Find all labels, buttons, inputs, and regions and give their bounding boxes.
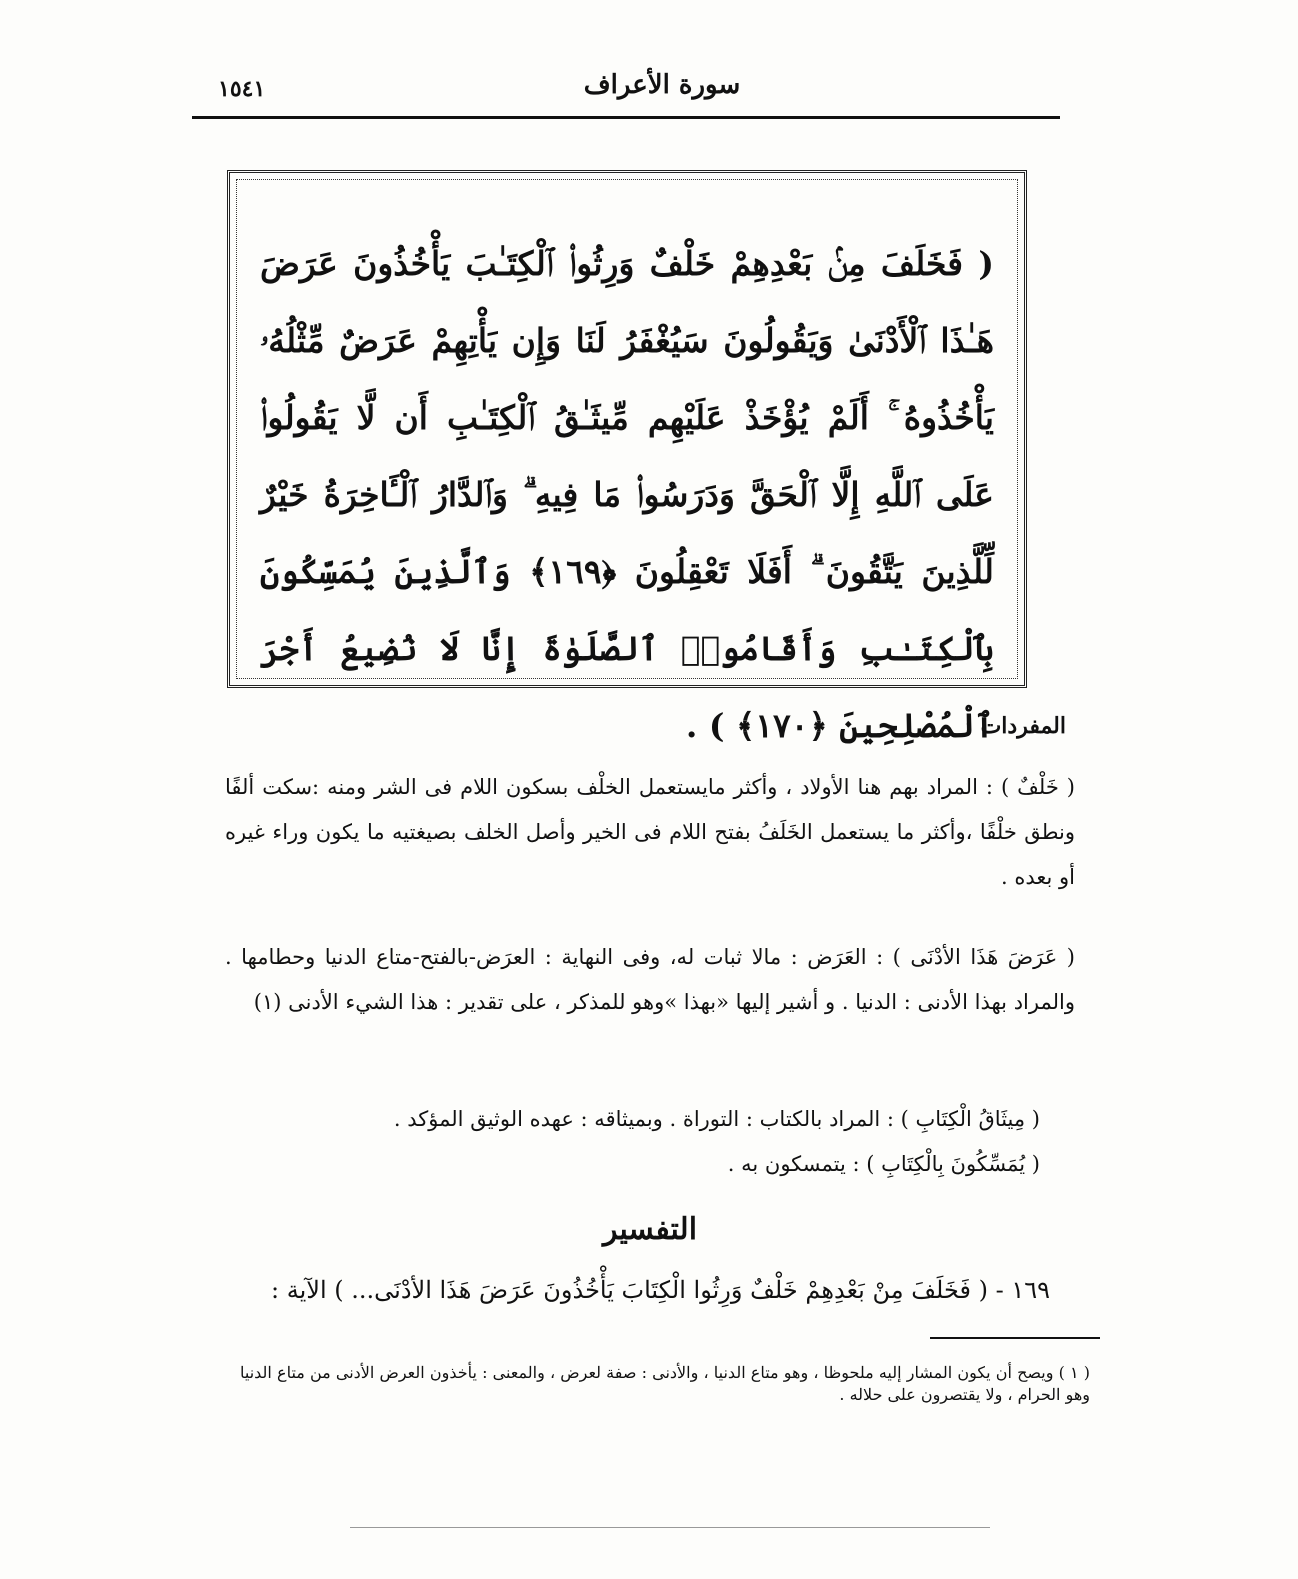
vocab-entry-khalf: ( خَلْفٌ ) : المراد بهم هنا الأولاد ، وأكثر مايستعمل الخلْف بسكون اللام فى الشر ومنه :سكت ألفًا ونطق خلْفًا ،وأكثر ما يستعمل الخَلَفُ بفتح اللام فى الخير وأصل الخلف بصيغتيه ما يكون وراء غيره أو بعده . [225, 775, 1075, 889]
header-rule [192, 116, 1060, 119]
footnote-rule [930, 1337, 1100, 1339]
footnote: ( ١ ) ويصح أن يكون المشار إليه ملحوظا ، وهو متاع الدنيا ، والأدنى : صفة لعرض ، والمعنى : يأخذون العرض الأدنى من متاع الدنيا وهو الحرام ، ولا يقتصرون على حلاله . [240, 1363, 1091, 1404]
tafsir-heading: التفسير [602, 1212, 698, 1247]
vocab-entry-arad: ( عَرَضَ هَذَا الأدْنَى ) : العَرَض : مالا ثبات له، وفى النهاية : العرَض-بالفتح-متاع الدنيا وحطامها . والمراد بهذا الأدنى : الدنيا . و أشير إليها «بهذا »وهو للمذكر ، على تقدير : هذا الشيء الأدنى (١) [225, 945, 1075, 1014]
page-number: ١٥٤١ [218, 76, 266, 102]
quran-verse-text: ( فَخَلَفَ مِنۢ بَعْدِهِمْ خَلْفٌ وَرِثُوا۟ ٱلْكِتَـٰبَ يَأْخُذُونَ عَرَضَ هَـٰذَا ٱلْأَدْنَىٰ وَيَقُولُونَ سَيُغْفَرُ لَنَا وَإِن يَأْتِهِمْ عَرَضٌ مِّثْلُهُۥ يَأْخُذُوهُ ۚ أَلَمْ يُؤْخَذْ عَلَيْهِم مِّيثَـٰقُ ٱلْكِتَـٰبِ أَن لَّا يَقُولُوا۟ عَلَى ٱللَّهِ إِلَّا ٱلْحَقَّ وَدَرَسُوا۟ مَا فِيهِ ۗ وَٱلدَّارُ ٱلْـَٔاخِرَةُ خَيْرٌ لِّلَّذِينَ يَتَّقُونَ ۗ أَفَلَا تَعْقِلُونَ ﴿١٦٩﴾ وَٱلَّذِينَ يُمَسِّكُونَ بِٱلْكِتَـٰبِ وَأَقَامُوا۟ ٱلصَّلَوٰةَ إِنَّا لَا نُضِيعُ أَجْرَ ٱلْمُصْلِحِينَ ﴿١٧٠﴾ ) . [260, 244, 994, 745]
tafsir-verse-line: ١٦٩ - ( فَخَلَفَ مِنْ بَعْدِهِمْ خَلْفٌ وَرِثُوا الْكِتَابَ يَأْخُذُونَ عَرَضَ هَذَا الأدْنَى... ) الآية : [271, 1276, 1050, 1304]
vocab-entry-yumassikun: ( يُمَسِّكُونَ بِالْكِتَابِ ) : يتمسكون به . [727, 1152, 1040, 1176]
vocab-entry-mithaq: ( مِيثَاقُ الْكِتَابِ ) : المراد بالكتاب : التوراة . وبميثاقه : عهده الوثيق المؤكد . [393, 1107, 1040, 1131]
page-header [192, 62, 1060, 122]
page-bottom-rule [350, 1527, 990, 1528]
surah-title: سورة الأعراف [583, 70, 741, 100]
vocabulary-heading: المفردات : [964, 713, 1066, 739]
